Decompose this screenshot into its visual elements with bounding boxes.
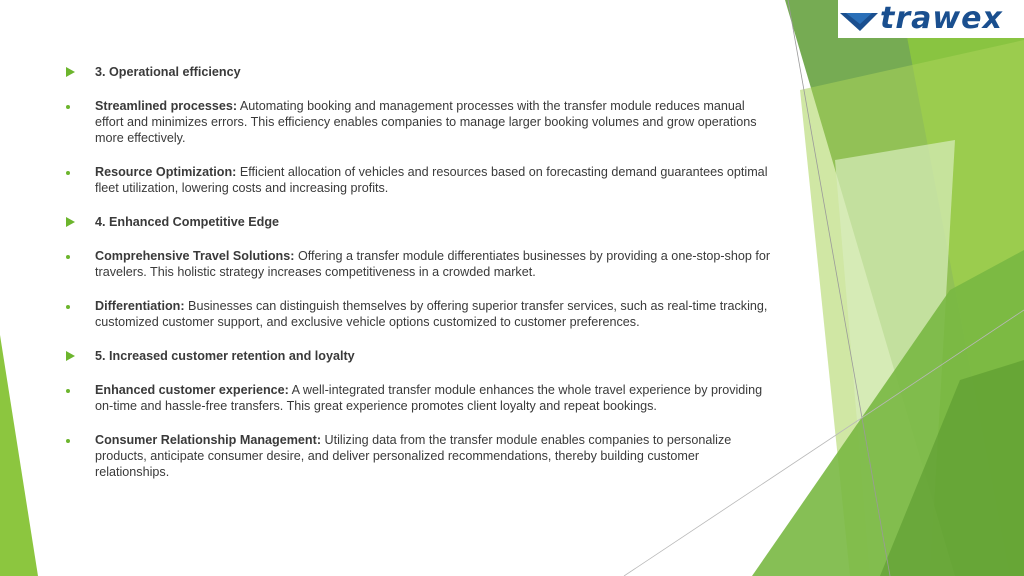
bullet-label: Comprehensive Travel Solutions: [95,249,295,263]
bullet-label: Differentiation: [95,299,185,313]
arrow-bullet-icon [66,351,75,361]
slide-content [64,64,774,498]
bullet-text: Offering a transfer module differentiates businesses by providing a one-stop-shop for travelers. This holistic strategy increases competitiveness in a crowded market. [95,249,771,279]
dot-bullet-icon [66,105,70,109]
bullet-item [64,382,774,414]
section-heading [64,348,774,364]
arrow-bullet-icon [66,67,75,77]
bullet-label: Enhanced customer experience: [95,383,289,397]
dot-bullet-icon [66,439,70,443]
bullet-item [64,298,774,330]
heading-text: 5. Increased customer retention and loyalty [95,349,355,363]
bullet-text: Utilizing data from the transfer module enables companies to personalize products, anticipate consumer desire, and deliver personalized recommendations, thereby building customer relationships. [95,433,732,479]
heading-text: 3. Operational efficiency [95,65,241,79]
bullet-item [64,164,774,196]
bullet-text: Automating booking and management processes with the transfer module reduces manual effort and minimizes errors. This efficiency enables companies to manage larger booking volumes and grow operations more effectively. [95,99,757,145]
dot-bullet-icon [66,171,70,175]
heading-text: 4. Enhanced Competitive Edge [95,215,280,229]
bullet-label: Streamlined processes: [95,99,238,113]
trawex-logo: trawex [880,1,1003,36]
bullet-label: Consumer Relationship Management: [95,433,322,447]
left-green-facet [0,335,38,576]
bullet-item [64,432,774,480]
bullet-text: Efficient allocation of vehicles and resources based on forecasting demand guarantees optimal fleet utilization, lowering costs and increasing profits. [95,165,768,195]
dot-bullet-icon [66,305,70,309]
trawex-logo-mark [840,9,878,31]
bullet-item [64,98,774,146]
arrow-bullet-icon [66,217,75,227]
dot-bullet-icon [66,255,70,259]
bullet-label: Resource Optimization: [95,165,237,179]
bullet-text: Businesses can distinguish themselves by offering superior transfer services, such as real-time tracking, customized customer support, and exclusive vehicle options customized to customer preferences. [95,299,768,329]
bullet-item [64,248,774,280]
section-heading [64,64,774,80]
bullet-text: A well-integrated transfer module enhances the whole travel experience by providing on-time and hassle-free transfers. This great experience promotes client loyalty and repeat bookings. [95,383,763,413]
dot-bullet-icon [66,389,70,393]
section-heading [64,214,774,230]
